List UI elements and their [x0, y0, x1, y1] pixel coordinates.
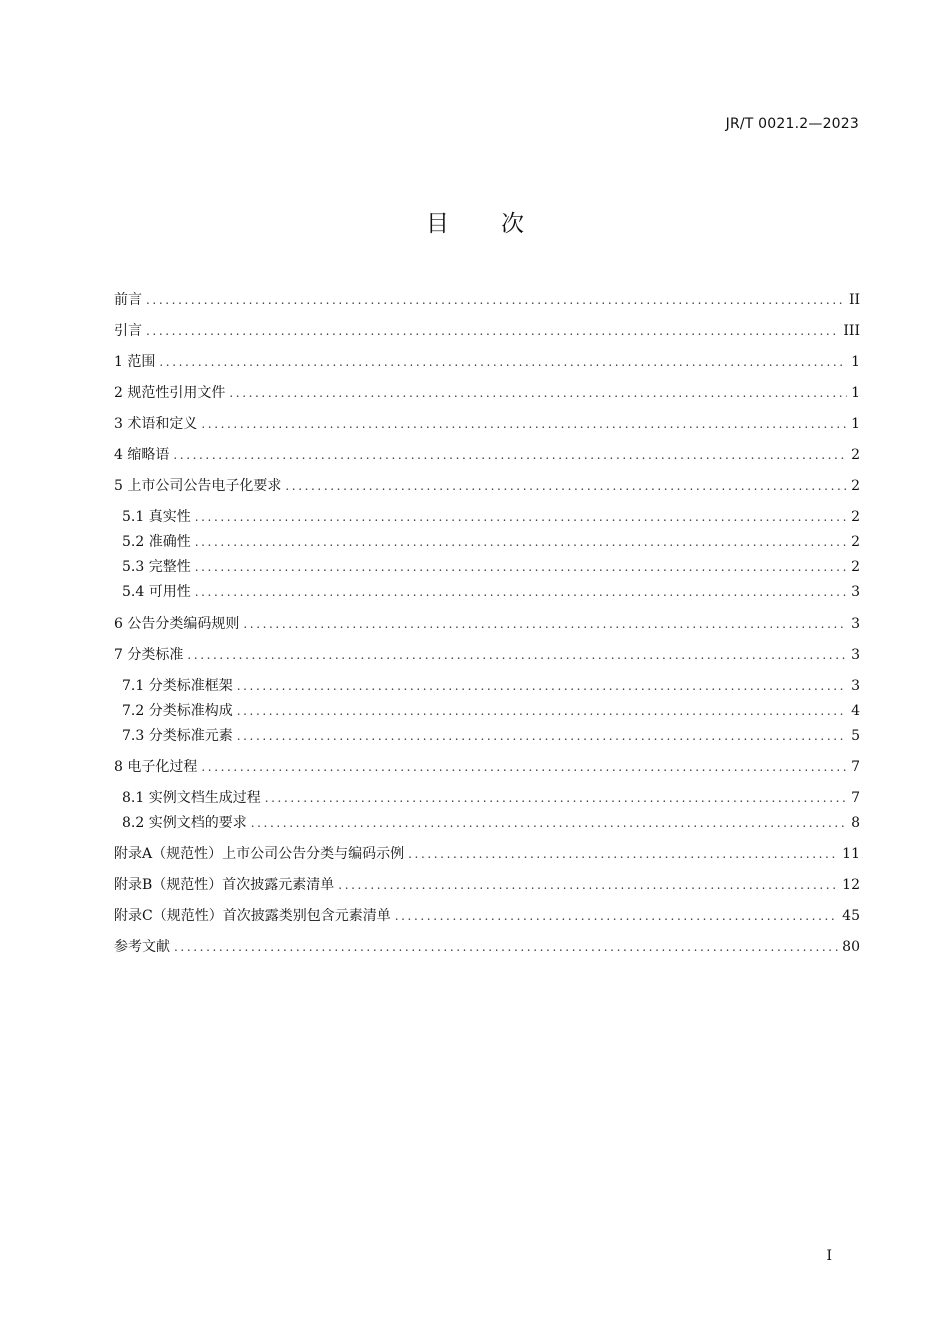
- toc-entry[interactable]: [114, 321, 860, 341]
- toc-leader-dots: [338, 875, 838, 895]
- toc-leader-dots: [195, 507, 847, 527]
- toc-entry-page: 1: [851, 385, 860, 401]
- toc-entry-label: 8 电子化过程: [114, 759, 198, 775]
- toc-leader-dots: [173, 445, 847, 465]
- toc-entry-page: 12: [842, 877, 860, 893]
- toc-entry-page: 2: [851, 447, 860, 463]
- toc-leader-dots: [146, 321, 839, 341]
- toc-entry[interactable]: [114, 813, 860, 833]
- toc-leader-dots: [285, 476, 847, 496]
- toc-entry-page: 5: [851, 728, 860, 744]
- toc-entry-page: 8: [851, 815, 860, 831]
- toc-entry-page: III: [843, 323, 860, 339]
- toc-leader-dots: [195, 557, 847, 577]
- toc-entry-label: 前言: [114, 292, 142, 308]
- toc-entry[interactable]: [114, 937, 860, 957]
- toc-entry-page: 80: [842, 939, 860, 955]
- toc-entry[interactable]: [114, 614, 860, 634]
- toc-entry-page: 2: [851, 559, 860, 575]
- toc-entry-label: 5.4 可用性: [122, 584, 191, 600]
- toc-entry[interactable]: [114, 726, 860, 746]
- toc-entry[interactable]: [114, 757, 860, 777]
- toc-entry-label: 4 缩略语: [114, 447, 170, 463]
- toc-leader-dots: [187, 645, 847, 665]
- toc-entry[interactable]: [114, 906, 860, 926]
- toc-entry-label: 5.1 真实性: [122, 509, 191, 525]
- toc-entry-label: 附录B（规范性）首次披露元素清单: [114, 877, 335, 893]
- toc-entry-page: 2: [851, 509, 860, 525]
- toc-entry-page: 2: [851, 478, 860, 494]
- toc-entry[interactable]: [114, 414, 860, 434]
- toc-entry-label: 8.2 实例文档的要求: [122, 815, 247, 831]
- toc-entry-label: 5 上市公司公告电子化要求: [114, 478, 282, 494]
- toc-entry-label: 2 规范性引用文件: [114, 385, 226, 401]
- toc-entry[interactable]: [114, 557, 860, 577]
- page-title: 目次: [426, 211, 576, 237]
- standard-code: JR/T 0021.2—2023: [725, 116, 859, 132]
- toc-entry-label: 8.1 实例文档生成过程: [122, 790, 261, 806]
- toc-entry[interactable]: [114, 532, 860, 552]
- toc-leader-dots: [395, 906, 838, 926]
- toc-entry[interactable]: [114, 788, 860, 808]
- toc-entry[interactable]: [114, 290, 860, 310]
- toc-entry-label: 7 分类标准: [114, 647, 184, 663]
- toc-entry-label: 6 公告分类编码规则: [114, 616, 240, 632]
- toc-entry-page: 1: [851, 416, 860, 432]
- toc-leader-dots: [174, 937, 838, 957]
- toc-entry-label: 7.2 分类标准构成: [122, 703, 233, 719]
- toc-leader-dots: [237, 701, 847, 721]
- toc-entry-page: II: [848, 292, 860, 308]
- toc-entry-page: 3: [851, 584, 860, 600]
- toc-entry-label: 7.3 分类标准元素: [122, 728, 233, 744]
- toc-entry-page: 4: [851, 703, 860, 719]
- toc-leader-dots: [201, 414, 847, 434]
- toc-leader-dots: [237, 676, 847, 696]
- toc-leader-dots: [146, 290, 845, 310]
- footer-page-number: I: [826, 1248, 832, 1264]
- toc-entry[interactable]: [114, 445, 860, 465]
- toc-entry[interactable]: [114, 352, 860, 372]
- toc-leader-dots: [195, 582, 847, 602]
- toc-entry-label: 1 范围: [114, 354, 156, 370]
- toc-entry-page: 3: [851, 647, 860, 663]
- toc-entry-label: 5.3 完整性: [122, 559, 191, 575]
- toc-leader-dots: [251, 813, 847, 833]
- toc-entry-label: 5.2 准确性: [122, 534, 191, 550]
- toc-leader-dots: [243, 614, 847, 634]
- toc-entry[interactable]: [114, 507, 860, 527]
- toc-entry[interactable]: [114, 582, 860, 602]
- toc-entry-page: 3: [851, 678, 860, 694]
- toc-entry-page: 7: [851, 790, 860, 806]
- toc-entry-label: 参考文献: [114, 939, 170, 955]
- toc-entry-page: 11: [842, 846, 860, 862]
- toc-entry-page: 3: [851, 616, 860, 632]
- toc-leader-dots: [265, 788, 847, 808]
- toc-entry[interactable]: [114, 676, 860, 696]
- toc-entry[interactable]: [114, 645, 860, 665]
- toc-entry-label: 3 术语和定义: [114, 416, 198, 432]
- toc-entry-label: 引言: [114, 323, 142, 339]
- toc-leader-dots: [195, 532, 847, 552]
- toc-entry[interactable]: [114, 701, 860, 721]
- toc-leader-dots: [237, 726, 847, 746]
- toc-leader-dots: [201, 757, 847, 777]
- toc-entry[interactable]: [114, 383, 860, 403]
- toc-entry-page: 45: [842, 908, 860, 924]
- toc-entry-label: 附录A（规范性）上市公司公告分类与编码示例: [114, 846, 405, 862]
- toc-entry-page: 1: [851, 354, 860, 370]
- toc-entry-page: 7: [851, 759, 860, 775]
- toc-entry[interactable]: [114, 476, 860, 496]
- toc-entry[interactable]: [114, 875, 860, 895]
- toc-leader-dots: [159, 352, 847, 372]
- toc-entry-page: 2: [851, 534, 860, 550]
- toc-entry-label: 附录C（规范性）首次披露类别包含元素清单: [114, 908, 391, 924]
- toc-entry[interactable]: [114, 844, 860, 864]
- toc-leader-dots: [229, 383, 847, 403]
- toc-leader-dots: [408, 844, 838, 864]
- toc-entry-label: 7.1 分类标准框架: [122, 678, 233, 694]
